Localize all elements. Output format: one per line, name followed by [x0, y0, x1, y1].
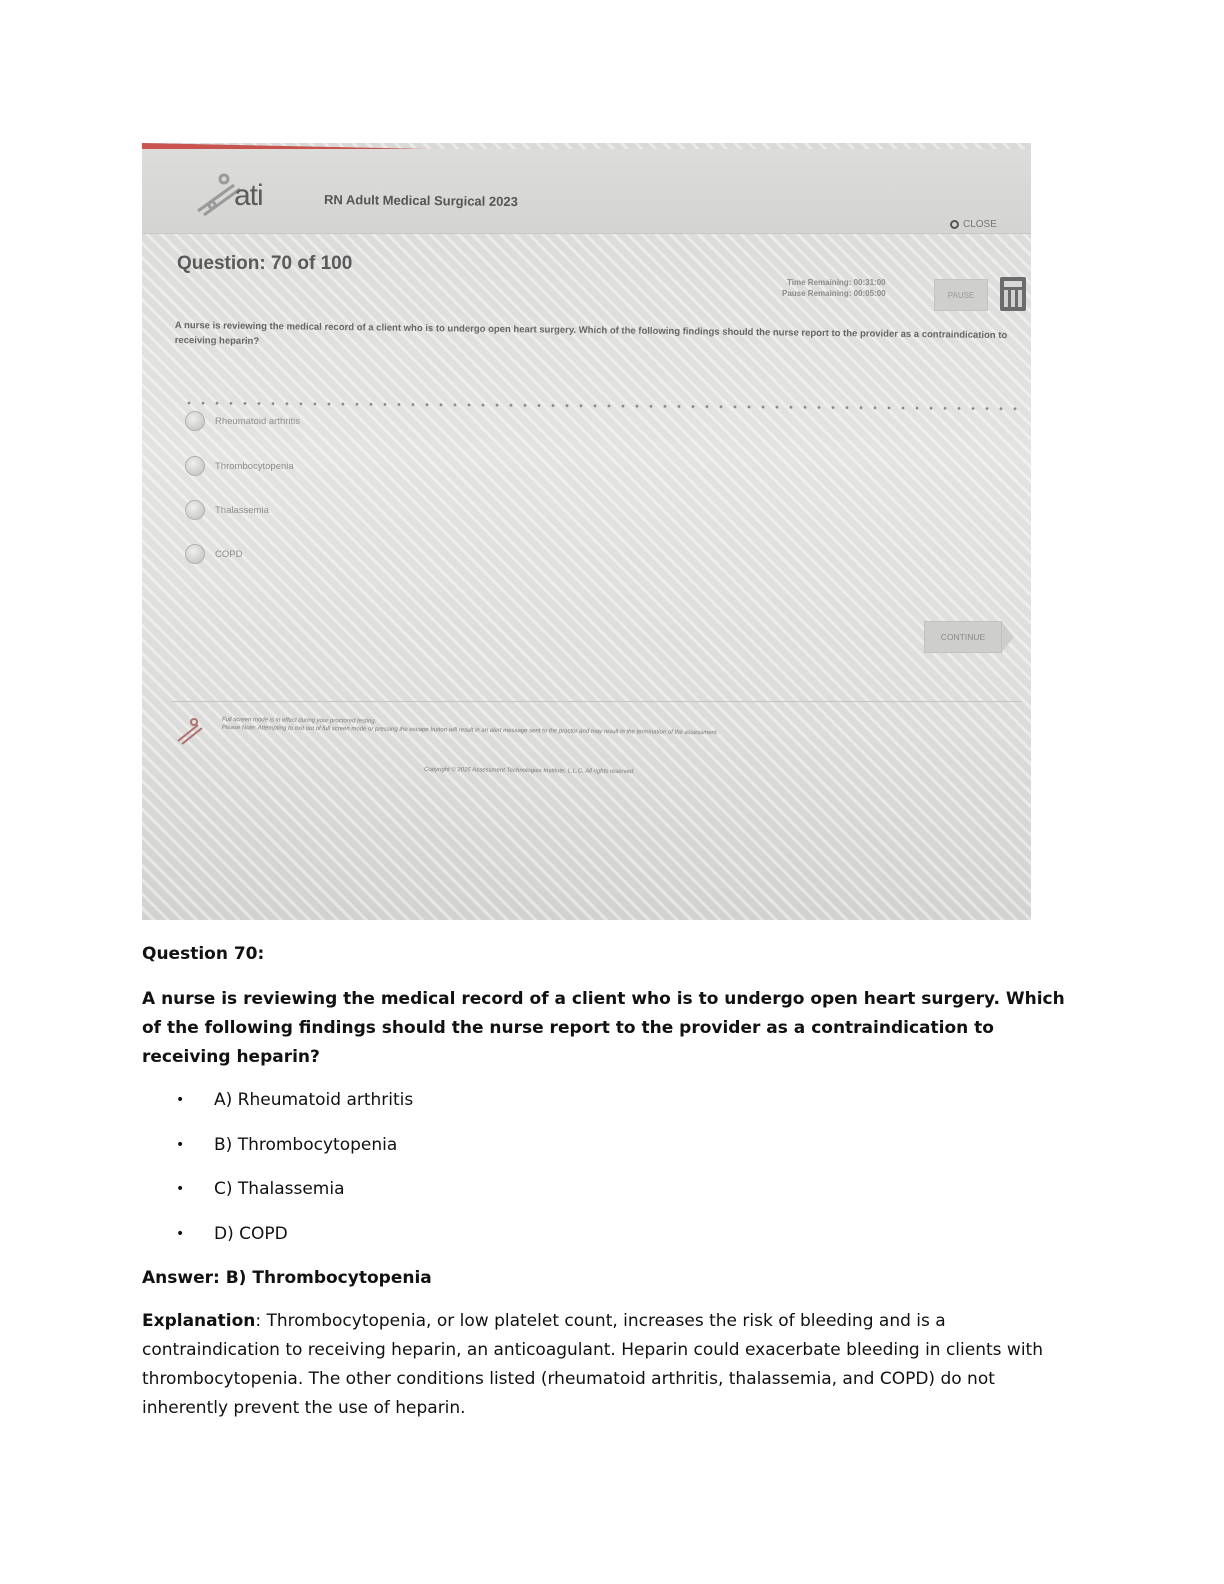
choice-text: D) COPD [214, 1223, 288, 1244]
list-item [142, 1086, 1082, 1115]
bullet: • [176, 1136, 185, 1153]
time-remaining: Time Remaining: 00:31:00 [787, 278, 886, 287]
radio-button[interactable] [185, 456, 205, 476]
footer-divider [172, 701, 1022, 702]
exam-header [142, 149, 1031, 234]
fullscreen-note: Full screen mode is in effect during your proctored testing. [221, 716, 377, 725]
choice-list [142, 1086, 1082, 1249]
app-title: RN Adult Medical Surgical 2023 [323, 191, 518, 210]
option-thalassemia[interactable] [185, 500, 269, 520]
option-thrombocytopenia[interactable] [185, 456, 294, 476]
choice-text: B) Thrombocytopenia [214, 1134, 398, 1155]
bullet: • [176, 1092, 185, 1108]
answer: Answer: B) Thrombocytopenia [142, 1268, 432, 1288]
radio-button[interactable] [185, 500, 205, 520]
choice-text: A) Rheumatoid arthritis [214, 1090, 414, 1110]
exam-screen-photo [142, 143, 1031, 920]
question-text: A nurse is reviewing the medical record of a client who is to undergo open heart surgery. Which of the following findings should the nurse report to the provider as a contraindication to receiving heparin? [142, 989, 1065, 1067]
bullet: • [176, 1225, 185, 1242]
ati-logo-text: ati [234, 179, 263, 212]
continue-button[interactable]: CONTINUE [924, 621, 1002, 653]
radio-button[interactable] [185, 411, 205, 431]
document-body [142, 940, 1082, 1423]
list-item [142, 1220, 1082, 1249]
choice-text: C) Thalassemia [214, 1179, 345, 1199]
ati-footer-logo-icon [176, 717, 206, 745]
close-label: CLOSE [963, 219, 997, 230]
option-label: Thrombocytopenia [215, 460, 294, 472]
explanation [142, 1307, 1082, 1423]
bullet: • [176, 1181, 185, 1197]
explanation-text: : Thrombocytopenia, or low platelet count, increases the risk of bleeding and is a contraindication to receiving heparin, an anticoagulant. Heparin could exacerbate bleeding in clients with thrombocytopenia. The other conditions listed (rheumatoid arthritis, thalassemia, and COPD) do not inherently prevent the use of heparin. [142, 1311, 1043, 1418]
footer-note [222, 716, 992, 740]
pause-remaining: Pause Remaining: 00:05:00 [782, 289, 886, 298]
calculator-icon[interactable] [1000, 277, 1026, 311]
question-counter: Question: 70 of 100 [177, 253, 353, 274]
option-rheumatoid-arthritis[interactable] [185, 411, 300, 431]
copyright: Copyright © 2025 Assessment Technologies Institute, L.L.C. All rights reserved. [423, 766, 635, 776]
list-item [142, 1175, 1082, 1204]
option-copd[interactable] [185, 544, 242, 564]
timers [782, 277, 886, 299]
option-label: Thalassemia [215, 504, 269, 516]
list-item [142, 1131, 1082, 1160]
close-button[interactable] [950, 219, 997, 230]
question-label: Question 70: [142, 944, 265, 964]
question-stem: A nurse is reviewing the medical record of a client who is to undergo open heart surgery. Which of the following findings should the nurse report to the provider as a contraindication to receiving heparin? [174, 319, 1008, 348]
radio-button[interactable] [185, 544, 205, 564]
dotted-divider [182, 401, 1022, 411]
option-label: Rheumatoid arthritis [215, 415, 301, 427]
escape-warning-note: Please Note: Attempting to exit out of full screen mode or pressing the escape button will result in an alert message sent to the proctor and may result in the termination of the assessment. [221, 724, 719, 737]
pause-button[interactable]: PAUSE [934, 279, 988, 311]
explanation-label: Explanation [142, 1311, 256, 1331]
close-icon [950, 220, 959, 229]
option-label: COPD [215, 548, 243, 560]
